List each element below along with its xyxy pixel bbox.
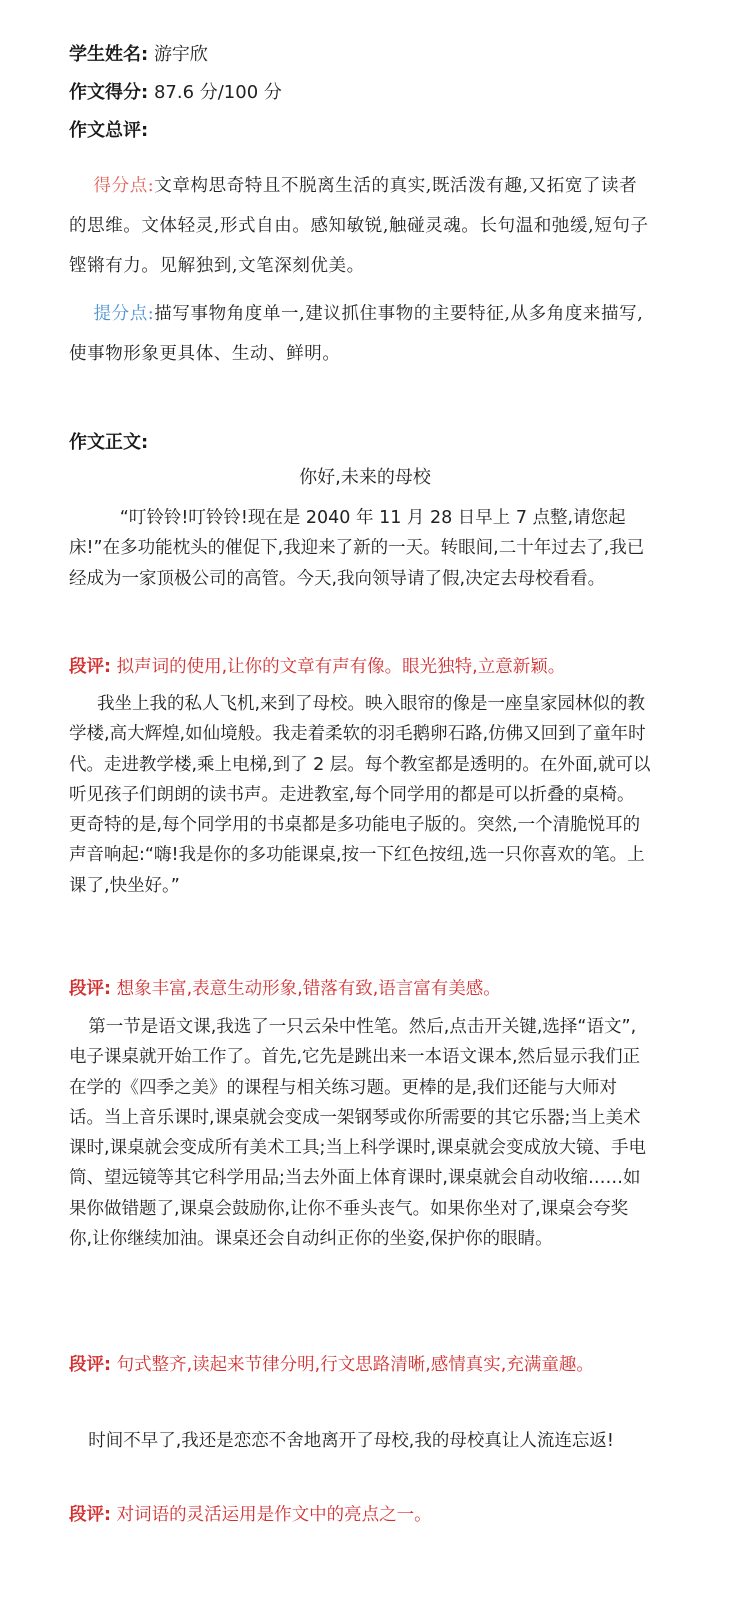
essay-title: 你好,未来的母校 xyxy=(299,467,431,488)
score-label: 作文得分: xyxy=(69,82,149,103)
improve-points-text: 描写事物角度单一,建议抓住事物的主要特征,从多角度来描写,使事物形象更具体、生动、鲜明。 xyxy=(69,304,644,364)
paragraph-comment-2 xyxy=(69,971,669,1007)
paragraph-comment-1 xyxy=(69,649,669,685)
student-name-label: 学生姓名: xyxy=(69,44,149,65)
comment-label: 段评: xyxy=(69,657,111,677)
paragraph-comment-3 xyxy=(69,1347,651,1383)
essay-paragraph-2: 我坐上我的私人飞机,来到了母校。映入眼帘的像是一座皇家园林似的教学楼,高大辉煌,如仙境般。我走着柔软的羽毛鹅卵石路,仿佛又回到了童年时代。走进教学楼,乘上电梯,到了 2 层。每个教室都是透明的。在外面,就可以听见孩子们朗朗的读书声。走进教室,每个同学用的都是可以折叠的桌椅。更奇特的是,每个同学用的书桌都是多功能电子版的。突然,一个清脆悦耳的声音响起:“嗨!我是你的多功能课桌,按一下红色按纽,选一只你喜欢的笔。上课了,快坐好。” xyxy=(69,694,651,896)
comment-text: 拟声词的使用,让你的文章有声有像。眼光独特,立意新颖。 xyxy=(116,657,566,677)
paragraph-comment-4 xyxy=(69,1497,669,1533)
comment-text: 想象丰富,表意生动形象,错落有致,语言富有美感。 xyxy=(116,979,501,999)
comment-label: 段评: xyxy=(69,1355,111,1375)
score-row xyxy=(69,82,282,104)
good-points-block xyxy=(69,166,651,286)
comment-text: 对词语的灵活运用是作文中的亮点之一。 xyxy=(116,1505,432,1525)
essay-paragraph-1: “叮铃铃!叮铃铃!现在是 2040 年 11 月 28 日早上 7 点整,请您起床!”在多功能枕头的催促下,我迎来了新的一天。转眼间,二十年过去了,我已经成为一家顶极公司的高管。今天,我向领导请了假,决定去母校看看。 xyxy=(69,508,645,589)
student-name-row xyxy=(69,44,208,66)
comment-label: 段评: xyxy=(69,1505,111,1525)
essay-paragraph-3: 第一节是语文课,我选了一只云朵中性笔。然后,点击开关键,选择“语文”,电子课桌就开始工作了。首先,它先是跳出来一本语文课本,然后显示我们正在学的《四季之美》的课程与相关练习题。更棒的是,我们还能与大师对话。当上音乐课时,课桌就会变成一架钢琴或你所需要的其它乐器;当上美术课时,课桌就会变成所有美术工具;当上科学课时,课桌就会变成放大镜、手电筒、望远镜等其它科学用品;当去外面上体育课时,课桌就会自动收缩……如果你做错题了,课桌会鼓励你,让你不垂头丧气。如果你坐对了,课桌会夸奖你,让你继续加油。课桌还会自动纠正你的坐姿,保护你的眼睛。 xyxy=(69,1017,647,1250)
score-value: 87.6 分/100 分 xyxy=(153,82,282,103)
improve-points-tag: 提分点: xyxy=(93,304,155,324)
summary-heading xyxy=(69,120,148,142)
body-heading xyxy=(69,432,148,454)
student-name-value: 游宇欣 xyxy=(153,44,208,65)
good-points-tag: 得分点: xyxy=(93,176,155,196)
comment-text: 句式整齐,读起来节律分明,行文思路清晰,感情真实,充满童趣。 xyxy=(116,1355,594,1375)
summary-label: 作文总评: xyxy=(69,120,149,141)
essay-paragraph-4: 时间不早了,我还是恋恋不舍地离开了母校,我的母校真让人流连忘返! xyxy=(88,1431,614,1451)
comment-label: 段评: xyxy=(69,979,111,999)
body-label: 作文正文: xyxy=(69,432,149,453)
good-points-text: 文章构思奇特且不脱离生活的真实,既活泼有趣,又拓宽了读者的思维。文体轻灵,形式自由。感知敏锐,触碰灵魂。长句温和弛缓,短句子铿锵有力。见解独到,文笔深刻优美。 xyxy=(69,176,649,276)
improve-points-block xyxy=(69,294,651,374)
